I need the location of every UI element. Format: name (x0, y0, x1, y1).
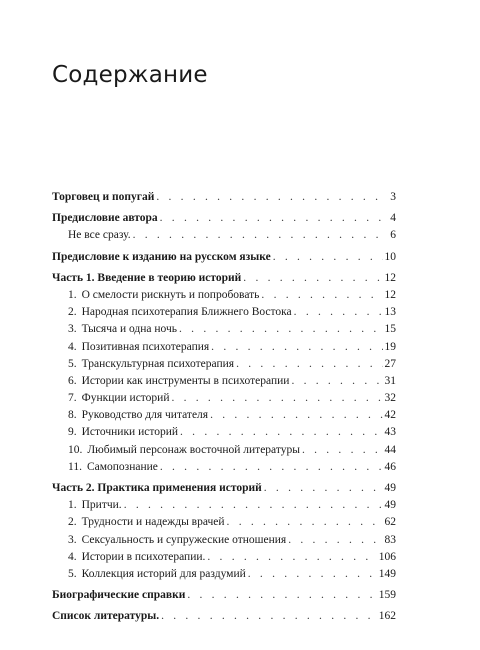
toc-entry-text: Истории в психотерапии. (81, 550, 206, 563)
toc-entry-title (68, 373, 289, 390)
toc-entry-number: 2. (68, 306, 77, 319)
toc-entry-text: Предисловие к изданию на русском языке (52, 250, 271, 263)
toc-entry-text: Список литературы. (52, 610, 160, 623)
toc-entry-text: Народная психотерапия Ближнего Востока (81, 306, 292, 319)
toc-entry-text: Руководство для читателя (81, 409, 209, 422)
dot-leader (227, 514, 383, 531)
toc-entry-text: Предисловие автора (52, 212, 158, 225)
toc-entry (52, 270, 396, 287)
toc-page-number: 31 (384, 374, 396, 387)
toc-page-number: 32 (384, 392, 396, 405)
dot-leader (288, 532, 382, 549)
toc-page-number: 149 (378, 567, 396, 580)
toc-entry-number: 4. (68, 550, 77, 563)
toc-entry-title (68, 227, 131, 244)
dot-leader (302, 442, 383, 459)
toc-entry-title (68, 497, 122, 514)
toc-entry-number: 6. (68, 374, 77, 387)
toc-entry-number: 11. (68, 460, 82, 473)
toc-entry-text: Позитивная психотерапия (81, 340, 210, 353)
dot-leader (248, 566, 377, 583)
toc-entry (52, 459, 396, 476)
toc-entry (52, 227, 396, 244)
toc-entry-number: 8. (68, 409, 77, 422)
toc-entry (52, 608, 396, 625)
toc-entry-text: Торговец и попугай (52, 191, 155, 203)
toc-entry-title (52, 249, 271, 266)
toc-page-number: 12 (384, 288, 396, 301)
dot-leader (294, 304, 383, 321)
toc-entry-text: Часть 2. Практика применения историй (52, 482, 262, 494)
dot-leader (124, 497, 383, 514)
toc-entry-text: Самопознание (86, 460, 158, 473)
toc-entry-number: 1. (68, 499, 77, 512)
dot-leader (264, 480, 383, 497)
toc-entry-title (68, 287, 259, 304)
toc-entry-number: 10. (68, 443, 83, 456)
toc-page-number: 3 (390, 191, 396, 203)
toc-page-number: 106 (378, 550, 396, 563)
toc-page-number: 10 (384, 250, 396, 263)
dot-leader (180, 424, 382, 441)
dot-leader (160, 459, 383, 476)
toc-entry (52, 480, 396, 497)
toc-page-number: 49 (384, 482, 396, 494)
toc-entry-title (68, 549, 205, 566)
toc-page-number: 4 (390, 212, 396, 225)
toc-entry-title (68, 532, 286, 549)
toc-entry-title (68, 424, 178, 441)
toc-page-number: 62 (384, 516, 396, 529)
dot-leader (273, 249, 383, 266)
toc-entry-title (52, 587, 185, 604)
toc-page-number: 49 (384, 499, 396, 512)
toc-entry-number: 5. (68, 357, 77, 370)
toc-entry-title (68, 566, 246, 583)
toc-entry-title (52, 210, 158, 227)
toc-entry-text: Источники историй (81, 426, 179, 439)
dot-leader (236, 356, 382, 373)
toc-entry (52, 549, 396, 566)
toc-page-number: 43 (384, 426, 396, 439)
toc-entry (52, 532, 396, 549)
toc-entry-title (68, 356, 234, 373)
toc-entry (52, 514, 396, 531)
toc-entry (52, 442, 396, 459)
toc-entry-text: О смелости рискнуть и попробовать (81, 288, 260, 301)
toc-entry-title (52, 608, 159, 625)
dot-leader (160, 210, 389, 227)
toc-page-number: 19 (384, 340, 396, 353)
toc-entry (52, 304, 396, 321)
toc-page-number: 83 (384, 533, 396, 546)
dot-leader (291, 373, 382, 390)
dot-leader (261, 287, 382, 304)
toc-entry-number: 2. (68, 516, 77, 529)
toc-entry-title (68, 321, 177, 338)
toc-page-number: 46 (384, 460, 396, 473)
toc-entry-title (68, 304, 292, 321)
toc-entry-text: Транскультурная психотерапия (81, 357, 235, 370)
toc-page-number: 6 (390, 229, 396, 242)
toc-entry-text: Не все сразу. (68, 229, 131, 242)
toc-entry-title (68, 459, 158, 476)
toc-entry (52, 356, 396, 373)
toc-entry (52, 497, 396, 514)
toc-entry-text: Трудности и надежды врачей (81, 516, 225, 529)
toc-entry (52, 373, 396, 390)
toc-entry (52, 587, 396, 604)
toc-entry-text: Истории как инструменты в психотерапии (81, 374, 290, 387)
toc-page-number: 12 (384, 271, 396, 284)
toc-entry (52, 390, 396, 407)
toc-page-number: 42 (384, 409, 396, 422)
toc-entry (52, 287, 396, 304)
toc-entry-text: Любимый персонаж восточной литературы (87, 443, 300, 456)
dot-leader (207, 549, 376, 566)
dot-leader (171, 390, 382, 407)
toc-entry-title (68, 390, 169, 407)
toc-entry (52, 424, 396, 441)
table-of-contents (52, 189, 396, 626)
toc-entry (52, 566, 396, 583)
toc-page-number: 13 (384, 306, 396, 319)
dot-leader (187, 587, 376, 604)
dot-leader (133, 227, 389, 244)
toc-page-number: 27 (384, 357, 396, 370)
toc-entry-number: 5. (68, 567, 77, 580)
dot-leader (243, 270, 382, 287)
dot-leader (179, 321, 382, 338)
toc-entry (52, 189, 396, 206)
dot-leader (156, 189, 388, 206)
toc-entry-title (68, 407, 208, 424)
toc-entry-title (52, 270, 241, 287)
dot-leader (161, 608, 377, 625)
toc-entry (52, 407, 396, 424)
toc-page-number: 15 (384, 323, 396, 336)
dot-leader (210, 407, 382, 424)
toc-entry-number: 7. (68, 392, 77, 405)
toc-entry-title (52, 189, 154, 206)
toc-entry (52, 321, 396, 338)
page-title: Содержание (52, 62, 208, 88)
toc-entry-title (68, 514, 225, 531)
toc-entry (52, 339, 396, 356)
toc-entry-text: Притчи. (81, 499, 122, 512)
toc-entry-number: 1. (68, 288, 77, 301)
toc-entry-text: Часть 1. Введение в теорию историй (52, 271, 242, 284)
toc-entry-title (68, 442, 300, 459)
toc-entry-number: 4. (68, 340, 77, 353)
toc-entry-text: Биографические справки (52, 589, 186, 602)
toc-entry-text: Тысяча и одна ночь (81, 323, 178, 336)
toc-entry-title (52, 480, 262, 497)
toc-entry-number: 9. (68, 426, 77, 439)
toc-entry-text: Функции историй (81, 392, 170, 405)
toc-entry (52, 249, 396, 266)
toc-page-number: 44 (384, 443, 396, 456)
toc-entry-text: Коллекция историй для раздумий (81, 567, 246, 580)
toc-entry-text: Сексуальность и супружеские отношения (81, 533, 287, 546)
toc-page-number: 162 (378, 610, 396, 623)
dot-leader (211, 339, 382, 356)
toc-entry (52, 210, 396, 227)
toc-page-number: 159 (378, 589, 396, 602)
toc-entry-title (68, 339, 209, 356)
toc-entry-number: 3. (68, 323, 77, 336)
toc-entry-number: 3. (68, 533, 77, 546)
